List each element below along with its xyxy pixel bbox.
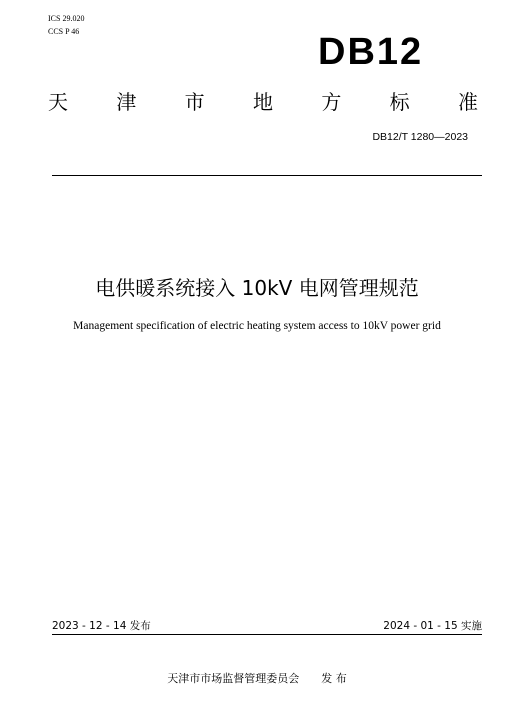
db-logo: DB12 bbox=[318, 31, 424, 73]
standard-type-char: 准 bbox=[457, 90, 478, 114]
document-title-english: Management specification of electric heating system access to 10kV power grid bbox=[73, 320, 441, 332]
standard-type-char: 天 bbox=[48, 90, 68, 114]
standard-type-char: 地 bbox=[252, 90, 273, 114]
standard-type-char: 方 bbox=[321, 90, 342, 114]
issuer-name: 天津市市场监督管理委员会 bbox=[167, 672, 300, 685]
issuer-line bbox=[0, 670, 514, 686]
implementation-date: 2024 - 01 - 15 实施 bbox=[383, 620, 482, 632]
issue-date: 2023 - 12 - 14 发布 bbox=[52, 620, 151, 632]
classification-codes bbox=[48, 12, 84, 38]
standard-number: DB12/T 1280—2023 bbox=[372, 131, 468, 143]
bottom-divider bbox=[52, 634, 482, 635]
ics-code: ICS 29.020 bbox=[48, 14, 85, 23]
issuer-action: 发 布 bbox=[321, 672, 347, 685]
standard-type-char: 市 bbox=[184, 90, 205, 114]
document-title-chinese: 电供暖系统接入 10kV 电网管理规范 bbox=[95, 276, 419, 300]
top-divider bbox=[52, 175, 482, 176]
standard-type-char: 标 bbox=[389, 90, 410, 114]
ccs-code: CCS P 46 bbox=[48, 27, 80, 36]
standard-type-char: 津 bbox=[116, 90, 137, 114]
standard-type-heading bbox=[48, 90, 478, 114]
